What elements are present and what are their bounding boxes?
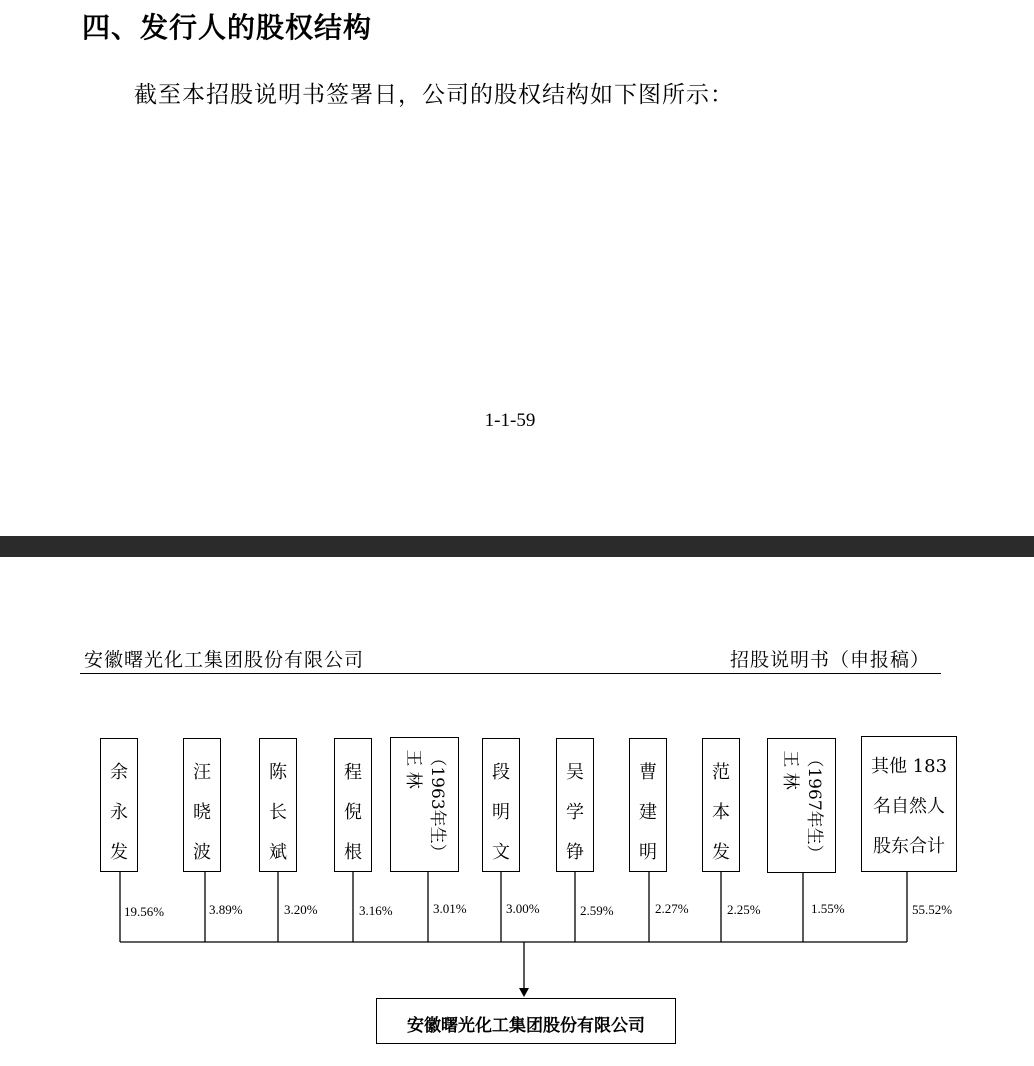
name-char: 学 [566, 802, 584, 823]
name-line: 股东合计 [873, 836, 945, 857]
shareholder-box [100, 738, 138, 872]
name-char: 范 [712, 762, 730, 783]
header-company-name: 安徽曙光化工集团股份有限公司 [84, 649, 365, 671]
name-char: 斌 [269, 842, 287, 863]
company-box [376, 998, 676, 1044]
name-text: （1963年生） [426, 748, 447, 861]
name-char: 明 [492, 802, 510, 823]
name-line: 名自然人 [873, 796, 945, 817]
company-box-label: 安徽曙光化工集团股份有限公司 [407, 1016, 645, 1036]
name-char: 发 [110, 842, 128, 863]
shareholder-box [259, 738, 297, 872]
shareholder-box [482, 738, 520, 872]
shareholder-box [183, 738, 221, 872]
page-number: 1-1-59 [484, 410, 536, 431]
percent-label: 1.55% [811, 901, 845, 916]
name-char: 曹 [639, 762, 657, 783]
name-char: 根 [344, 842, 362, 863]
percent-label: 55.52% [912, 902, 953, 917]
percent-label: 3.01% [433, 901, 467, 916]
name-char: 波 [193, 842, 211, 863]
shareholder-box [334, 738, 372, 872]
name-char: 建 [639, 802, 657, 823]
header-document-title: 招股说明书（申报稿） [729, 649, 930, 671]
name-char: 发 [712, 842, 730, 863]
percent-label: 19.56% [124, 904, 165, 919]
name-char: 汪 [193, 762, 211, 783]
arrow-head-icon [519, 988, 529, 997]
shareholder-box [629, 738, 667, 872]
name-char: 本 [712, 802, 730, 823]
percent-label: 2.59% [580, 903, 614, 918]
name-char: 晓 [193, 802, 211, 823]
percent-label: 3.89% [209, 902, 243, 917]
section-heading: 四、发行人的股权结构 [82, 11, 373, 44]
name-text: 王 林 [402, 748, 423, 789]
name-char: 永 [110, 802, 128, 823]
shareholder-box [390, 737, 459, 872]
shareholder-box [702, 738, 740, 872]
name-line: 其他 183 [870, 756, 948, 777]
name-char: 长 [269, 802, 287, 823]
name-text: 王 林 [779, 749, 800, 790]
shareholder-box [767, 738, 836, 873]
name-char: 明 [639, 842, 657, 863]
name-char: 段 [492, 762, 510, 783]
shareholder-box [556, 738, 594, 872]
name-char: 吴 [566, 762, 584, 783]
name-char: 铮 [566, 842, 584, 863]
name-char: 程 [344, 762, 362, 783]
intro-paragraph: 截至本招股说明书签署日，公司的股权结构如下图所示： [134, 82, 734, 108]
percent-label: 2.27% [655, 901, 689, 916]
name-char: 陈 [269, 762, 287, 783]
shareholder-box-others [861, 736, 957, 872]
percent-label: 3.16% [359, 903, 393, 918]
name-char: 倪 [344, 802, 362, 823]
name-char: 文 [492, 842, 510, 863]
percent-label: 3.00% [506, 901, 540, 916]
name-text: （1967年生） [803, 749, 824, 862]
percent-label: 2.25% [727, 902, 761, 917]
name-char: 余 [110, 762, 128, 783]
percent-label: 3.20% [284, 902, 318, 917]
